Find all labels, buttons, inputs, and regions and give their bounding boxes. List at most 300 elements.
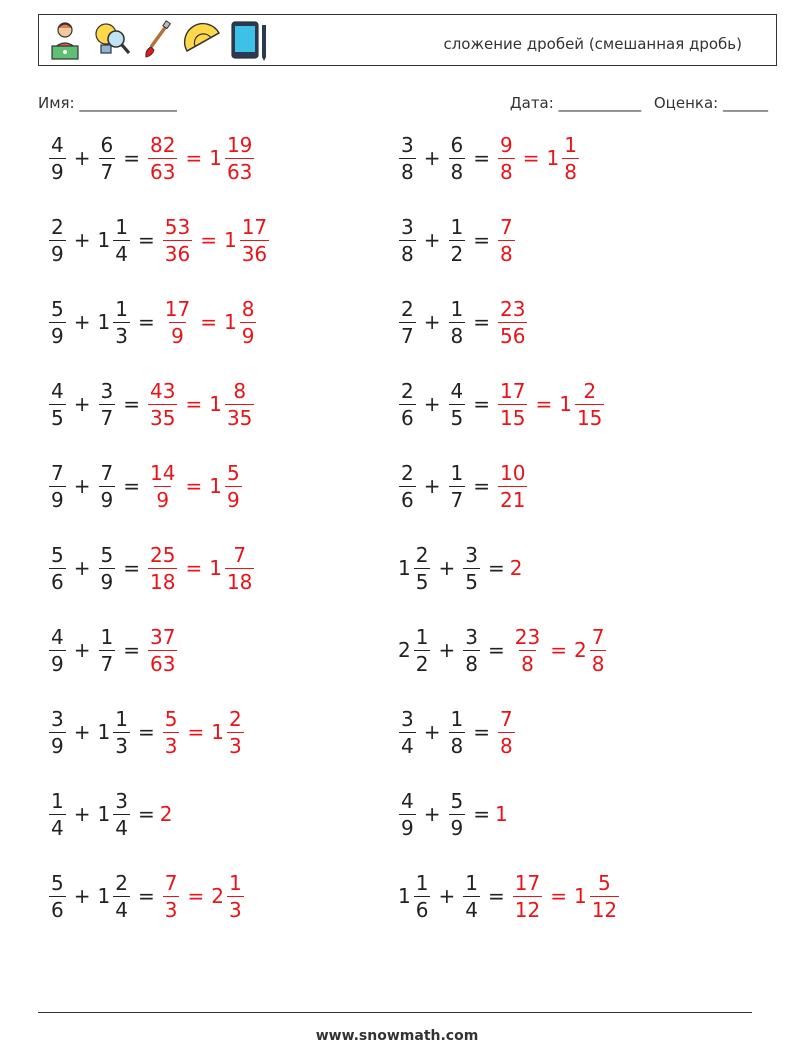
numerator: 7: [500, 214, 513, 239]
numerator: 8: [233, 378, 247, 403]
grade-field: Оценка: ______: [653, 94, 768, 112]
problem-row: [46, 456, 245, 516]
problem-row: [46, 128, 257, 188]
mixed-number: [46, 132, 69, 184]
mixed-number: [495, 214, 518, 266]
denominator: 9: [51, 651, 64, 676]
plus-sign: +: [73, 228, 91, 252]
problem-row: [396, 866, 622, 926]
numerator: 5: [598, 870, 611, 895]
fraction: [399, 788, 416, 840]
mixed-number: [460, 624, 483, 676]
fraction: [399, 460, 416, 512]
denominator: 9: [51, 241, 64, 266]
denominator: 3: [228, 897, 242, 922]
numerator: 3: [115, 788, 128, 813]
whole-part: 1: [211, 720, 224, 744]
mixed-number: [207, 378, 257, 430]
numerator: 10: [500, 460, 526, 485]
numerator: 5: [51, 870, 64, 895]
fraction: [113, 706, 130, 758]
numerator: 7: [500, 706, 513, 731]
mixed-number: [160, 870, 183, 922]
fraction: [49, 296, 66, 348]
fraction: [225, 460, 242, 512]
numerator: 23: [500, 296, 526, 321]
fraction: [163, 870, 180, 922]
problem-row: [396, 128, 582, 188]
plus-sign: +: [423, 474, 441, 498]
numerator: 5: [450, 788, 464, 813]
equals-sign: =: [123, 638, 140, 662]
denominator: 9: [450, 815, 464, 840]
denominator: 7: [401, 323, 414, 348]
mixed-number: [160, 706, 183, 758]
denominator: 63: [150, 159, 176, 184]
numerator: 1: [228, 870, 242, 895]
mixed-number: [396, 214, 419, 266]
mixed-number: [96, 788, 133, 840]
numerator: 3: [401, 706, 414, 731]
numerator: 4: [51, 624, 64, 649]
denominator: 8: [521, 651, 534, 676]
numerator: 4: [51, 132, 64, 157]
numerator: 6: [450, 132, 464, 157]
numerator: 17: [241, 214, 268, 239]
numerator: 1: [564, 132, 577, 157]
mixed-number: [46, 788, 69, 840]
fraction: [399, 378, 416, 430]
problem-row: [396, 702, 518, 762]
equals-sign: =: [550, 638, 567, 662]
numerator: 17: [164, 296, 191, 321]
mixed-number: [46, 542, 69, 594]
numerator: 25: [150, 542, 176, 567]
mixed-number: [460, 542, 483, 594]
fraction: [498, 132, 515, 184]
paintbrush-icon: [137, 19, 177, 61]
mixed-number: [96, 624, 119, 676]
denominator: 5: [450, 405, 464, 430]
mixed-number: [510, 870, 545, 922]
denominator: 36: [164, 241, 191, 266]
denominator: 9: [241, 323, 255, 348]
fraction: [463, 624, 480, 676]
numerator: 1: [450, 706, 464, 731]
numerator: 37: [150, 624, 176, 649]
fraction: [414, 624, 431, 676]
denominator: 9: [51, 323, 64, 348]
mixed-number: [46, 378, 69, 430]
denominator: 3: [164, 733, 178, 758]
fraction: [225, 542, 254, 594]
numerator: 17: [514, 870, 541, 895]
fraction: [113, 870, 130, 922]
mixed-number: [96, 542, 119, 594]
equals-sign: =: [200, 310, 217, 334]
problem-row: [396, 374, 607, 434]
denominator: 6: [401, 487, 414, 512]
plus-sign: +: [73, 638, 91, 662]
mixed-number: [160, 296, 195, 348]
fraction: [49, 214, 66, 266]
mixed-number: [495, 378, 530, 430]
fraction: [148, 460, 177, 512]
whole-part: 1: [209, 474, 222, 498]
denominator: 12: [514, 897, 541, 922]
numerator: 1: [100, 624, 114, 649]
denominator: 9: [100, 487, 114, 512]
denominator: 9: [100, 569, 114, 594]
fraction: [49, 460, 66, 512]
equals-sign: =: [487, 556, 505, 580]
fraction: [449, 460, 466, 512]
numerator: 53: [164, 214, 191, 239]
fraction: [449, 378, 466, 430]
fraction: [227, 870, 244, 922]
denominator: 9: [226, 487, 240, 512]
fraction: [148, 542, 177, 594]
plus-sign: +: [438, 638, 456, 662]
mixed-number: [46, 460, 69, 512]
denominator: 18: [226, 569, 253, 594]
denominator: 9: [51, 487, 64, 512]
fraction: [163, 706, 180, 758]
denominator: 8: [500, 159, 513, 184]
date-field: Дата: ___________: [509, 94, 642, 112]
equals-sign: =: [123, 556, 140, 580]
footer-divider: [38, 1012, 752, 1013]
numerator: 4: [51, 378, 64, 403]
whole-part: 1: [223, 228, 237, 252]
denominator: 2: [415, 651, 429, 676]
fraction: [49, 378, 66, 430]
numerator: 4: [401, 788, 414, 813]
fraction: [498, 296, 527, 348]
numerator: 3: [465, 624, 478, 649]
problem-row: [46, 866, 247, 926]
numerator: 3: [100, 378, 114, 403]
teacher-icon: [45, 19, 85, 61]
mixed-number: [446, 132, 469, 184]
denominator: 8: [401, 241, 414, 266]
equals-sign: =: [473, 310, 490, 334]
denominator: 56: [500, 323, 526, 348]
fraction: [414, 870, 431, 922]
numerator: 5: [226, 460, 240, 485]
denominator: 8: [465, 651, 478, 676]
plus-sign: +: [73, 720, 91, 744]
numerator: 1: [450, 214, 464, 239]
plus-sign: +: [438, 884, 456, 908]
numerator: 1: [465, 870, 478, 895]
equals-sign: =: [522, 146, 540, 170]
denominator: 15: [500, 405, 526, 430]
numerator: 8: [241, 296, 255, 321]
answer-whole: 1: [495, 802, 508, 826]
numerator: 2: [401, 296, 414, 321]
mixed-number: [207, 542, 257, 594]
problem-row: [396, 620, 609, 680]
fraction: [399, 214, 416, 266]
numerator: 23: [514, 624, 541, 649]
denominator: 4: [465, 897, 478, 922]
denominator: 12: [591, 897, 618, 922]
equals-sign: =: [200, 228, 217, 252]
mixed-number: [46, 214, 69, 266]
equals-sign: =: [185, 392, 203, 416]
denominator: 2: [450, 241, 464, 266]
denominator: 5: [51, 405, 64, 430]
mixed-number: [396, 870, 433, 922]
answer-whole: 2: [509, 556, 523, 580]
denominator: 7: [450, 487, 464, 512]
denominator: 9: [51, 733, 64, 758]
worksheet-title: сложение дробей (смешанная дробь): [443, 35, 742, 53]
numerator: 7: [164, 870, 178, 895]
whole-part: 1: [97, 310, 111, 334]
equals-sign: =: [137, 720, 155, 744]
equals-sign: =: [550, 884, 567, 908]
mixed-number: [460, 870, 483, 922]
answer-whole: 2: [159, 802, 173, 826]
mixed-number: [209, 706, 246, 758]
mixed-number: [396, 624, 433, 676]
numerator: 2: [415, 542, 429, 567]
date-grade-fields: [502, 94, 768, 112]
numerator: 3: [401, 132, 414, 157]
problem-row: [46, 374, 257, 434]
numerator: 2: [401, 460, 414, 485]
equals-sign: =: [473, 392, 490, 416]
mixed-number: [572, 624, 609, 676]
mixed-number: [572, 870, 622, 922]
header-icons: [45, 19, 269, 61]
equals-sign: =: [487, 638, 505, 662]
numerator: 17: [500, 378, 526, 403]
fraction: [498, 378, 527, 430]
mixed-number: [446, 296, 469, 348]
mixed-number: [396, 706, 419, 758]
problem-row: [46, 702, 247, 762]
numerator: 19: [226, 132, 253, 157]
denominator: 4: [401, 733, 414, 758]
mixed-number: [222, 296, 259, 348]
plus-sign: +: [423, 802, 441, 826]
fraction: [449, 214, 466, 266]
numerator: 3: [51, 706, 64, 731]
fraction: [498, 706, 515, 758]
fraction: [99, 542, 116, 594]
numerator: 1: [115, 214, 128, 239]
equals-sign: =: [137, 310, 155, 334]
numerator: 43: [150, 378, 176, 403]
mixed-number: [396, 296, 419, 348]
worksheet-header: [38, 14, 777, 66]
mixed-number: [96, 214, 133, 266]
tablet-pen-icon: [229, 19, 269, 61]
numerator: 2: [228, 706, 242, 731]
whole-part: 1: [573, 884, 587, 908]
whole-part: 1: [209, 146, 222, 170]
whole-part: 1: [398, 884, 411, 908]
equals-sign: =: [123, 392, 140, 416]
equals-sign: =: [473, 228, 490, 252]
numerator: 2: [583, 378, 597, 403]
problem-row: [46, 538, 257, 598]
fraction: [113, 296, 130, 348]
denominator: 4: [51, 815, 64, 840]
denominator: 8: [500, 733, 513, 758]
fraction: [99, 378, 116, 430]
fraction: [148, 624, 177, 676]
numerator: 1: [115, 296, 128, 321]
numerator: 7: [233, 542, 247, 567]
mixed-number: [495, 460, 530, 512]
plus-sign: +: [73, 392, 91, 416]
numerator: 1: [115, 706, 128, 731]
fraction: [590, 624, 607, 676]
lightbulb-magnifier-icon: [91, 19, 131, 61]
denominator: 8: [401, 159, 414, 184]
mixed-number: [96, 460, 119, 512]
fraction: [49, 706, 66, 758]
numerator: 14: [150, 460, 176, 485]
mixed-number: [495, 296, 530, 348]
plus-sign: +: [73, 884, 91, 908]
footer-url: www.snowmath.com: [315, 1028, 479, 1044]
mixed-number: [46, 706, 69, 758]
denominator: 21: [500, 487, 526, 512]
fraction: [99, 460, 116, 512]
numerator: 1: [415, 624, 429, 649]
numerator: 7: [591, 624, 605, 649]
whole-part: 2: [398, 638, 411, 662]
plus-sign: +: [73, 474, 91, 498]
mixed-number: [396, 132, 419, 184]
equals-sign: =: [185, 474, 203, 498]
numerator: 7: [51, 460, 64, 485]
numerator: 4: [450, 378, 464, 403]
plus-sign: +: [73, 146, 91, 170]
whole-part: 1: [559, 392, 572, 416]
fraction: [148, 378, 177, 430]
mixed-number: [160, 214, 195, 266]
fraction: [49, 624, 66, 676]
denominator: 6: [51, 897, 64, 922]
numerator: 5: [100, 542, 114, 567]
fraction: [399, 132, 416, 184]
numerator: 3: [465, 542, 478, 567]
fraction: [498, 460, 527, 512]
fraction: [463, 542, 480, 594]
whole-part: 1: [97, 720, 111, 744]
fraction: [163, 214, 192, 266]
denominator: 8: [564, 159, 577, 184]
whole-part: 1: [97, 228, 111, 252]
fraction: [399, 296, 416, 348]
denominator: 3: [228, 733, 242, 758]
denominator: 6: [415, 897, 429, 922]
denominator: 35: [226, 405, 253, 430]
numerator: 82: [150, 132, 176, 157]
equals-sign: =: [473, 146, 490, 170]
fraction: [148, 132, 177, 184]
mixed-number: [495, 706, 518, 758]
equals-sign: =: [137, 802, 155, 826]
fraction: [240, 214, 269, 266]
fraction: [49, 542, 66, 594]
plus-sign: +: [438, 556, 456, 580]
name-field: Имя: _____________: [38, 94, 177, 112]
denominator: 8: [450, 323, 464, 348]
denominator: 4: [115, 815, 128, 840]
fraction: [414, 542, 431, 594]
problem-row: [46, 784, 172, 844]
fraction: [575, 378, 604, 430]
problem-row: [46, 620, 180, 680]
denominator: 7: [100, 159, 114, 184]
mixed-number: [396, 378, 419, 430]
plus-sign: +: [423, 146, 441, 170]
denominator: 9: [401, 815, 414, 840]
fraction: [49, 132, 66, 184]
mixed-number: [46, 624, 69, 676]
mixed-number: [446, 706, 469, 758]
fraction: [49, 870, 66, 922]
denominator: 5: [415, 569, 429, 594]
mixed-number: [96, 870, 133, 922]
whole-part: 2: [573, 638, 587, 662]
fraction: [449, 296, 466, 348]
denominator: 4: [115, 897, 128, 922]
equals-sign: =: [185, 556, 203, 580]
numerator: 9: [500, 132, 513, 157]
denominator: 9: [51, 159, 64, 184]
fraction: [399, 706, 416, 758]
fraction: [225, 132, 254, 184]
fraction: [113, 214, 130, 266]
plus-sign: +: [423, 228, 441, 252]
mixed-number: [207, 460, 244, 512]
whole-part: 1: [398, 556, 411, 580]
numerator: 2: [51, 214, 64, 239]
whole-part: 1: [209, 392, 222, 416]
fraction: [449, 132, 466, 184]
problem-row: [396, 292, 530, 352]
plus-sign: +: [423, 720, 441, 744]
denominator: 36: [241, 241, 268, 266]
numerator: 5: [51, 542, 64, 567]
mixed-number: [446, 788, 469, 840]
whole-part: 1: [223, 310, 237, 334]
numerator: 5: [164, 706, 178, 731]
denominator: 63: [150, 651, 176, 676]
problem-row: [396, 538, 522, 598]
whole-part: 2: [211, 884, 224, 908]
denominator: 8: [450, 159, 464, 184]
mixed-number: [96, 296, 133, 348]
denominator: 8: [591, 651, 605, 676]
problem-row: [46, 210, 272, 270]
fraction: [449, 788, 466, 840]
plus-sign: +: [423, 310, 441, 334]
mixed-number: [446, 378, 469, 430]
problem-row: [396, 784, 508, 844]
fraction: [562, 132, 579, 184]
plus-sign: +: [423, 392, 441, 416]
fraction: [225, 378, 254, 430]
